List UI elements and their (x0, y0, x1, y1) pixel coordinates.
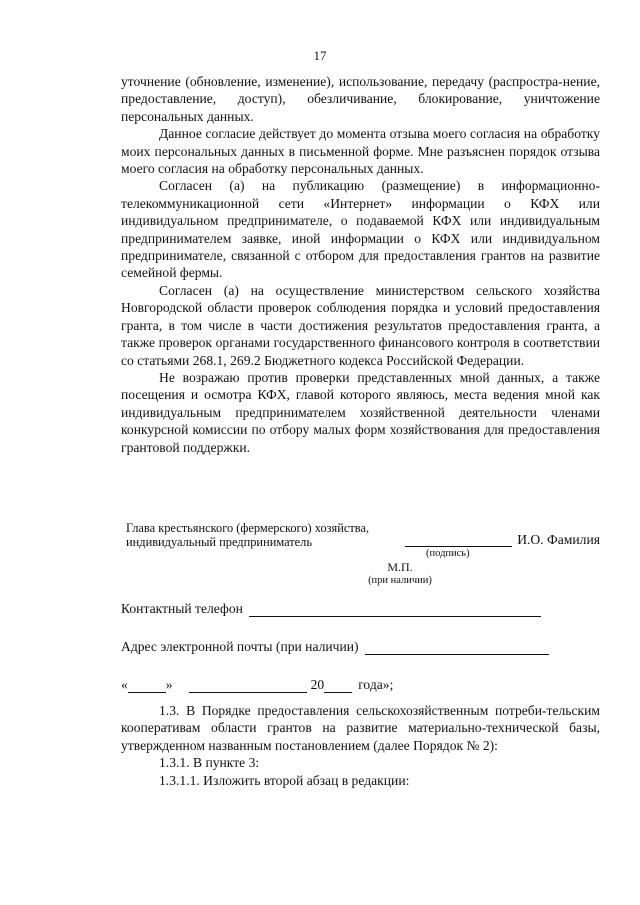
paragraph: Не возражаю против проверки представленных мной данных, а также посещения и осмотра КФХ, главой которого являюсь, места ведения мной как индивидуальным предпринимателем хозяйственной деятельности членами конкурсной комиссии по отбору малых форм хозяйствования для предоставления грантовой поддержки. (121, 369, 600, 455)
date-day-line (128, 681, 166, 693)
date-year-line (324, 681, 352, 693)
paragraph: Согласен (а) на публикацию (размещение) в информационно-телекоммуникационной сети «Интернет» информации о КФХ или индивидуальном предпринимателе, о подаваемой КФХ или индивидуальным предпринимателем заявке, иной информации о КФХ или индивидуальном предпринимателе, связанной с отбором для предоставления грантов на развитие семейной фермы. (121, 178, 600, 281)
date-quote-open: « (121, 677, 128, 692)
date-quote-close: » (165, 677, 173, 692)
signature-block (126, 521, 600, 591)
email-label: Адрес электронной почты (при наличии) (121, 639, 359, 654)
page-number: 17 (313, 48, 327, 63)
paragraph: 1.3.1. В пункте 3: (159, 755, 260, 771)
phone-label: Контактный телефон (121, 601, 243, 616)
date-month-line (189, 681, 307, 693)
date-field (121, 677, 393, 693)
stamp-label: М.П. (387, 560, 413, 574)
consent-text (121, 73, 600, 456)
paragraph: уточнение (обновление, изменение), использование, передачу (распростра-нение, предоставление, доступ), обезличивание, блокирование, уничтожение персональных данных. (121, 74, 600, 124)
stamp-note: (при наличии) (368, 575, 432, 586)
paragraph: 1.3. В Порядке предоставления сельскохозяйственным потреби-тельским кооперативам области грантов на развитие материально-технической базы, утвержденном названным постановлением (далее Порядок № 2): (121, 703, 600, 753)
paragraph: 1.3.1.1. Изложить второй абзац в редакции: (159, 772, 410, 788)
signatory-title (126, 521, 406, 549)
amendment-text (121, 702, 600, 789)
signature-line (405, 533, 512, 547)
paragraph: Данное согласие действует до момента отзыва моего согласия на обработку моих персональных данных в письменной форме. Мне разъяснен порядок отзыва моего согласия на обработку персональных данных. (121, 126, 600, 177)
paragraph: Согласен (а) на осуществление министерством сельского хозяйства Новгородской области проверок соблюдения порядка и условий предоставления гранта, в том числе в части достижения результатов предоставления гранта, а также проверок органами государственного финансового контроля в соответствии со статьями 268.1, 269.2 Бюджетного кодекса Российской Федерации. (121, 282, 600, 368)
signatory-title-line: индивидуальный предприниматель (126, 535, 313, 549)
email-field (121, 639, 549, 655)
signature-caption: (подпись) (426, 548, 470, 559)
date-year-prefix: 20 (310, 677, 325, 692)
email-blank-line (365, 643, 549, 655)
phone-blank-line (249, 605, 541, 617)
phone-field (121, 601, 541, 617)
signatory-title-line: Глава крестьянского (фермерского) хозяйства, (126, 521, 370, 535)
stamp-place (340, 561, 460, 587)
signatory-name: И.О. Фамилия (517, 532, 600, 547)
date-suffix: года»; (358, 677, 394, 692)
